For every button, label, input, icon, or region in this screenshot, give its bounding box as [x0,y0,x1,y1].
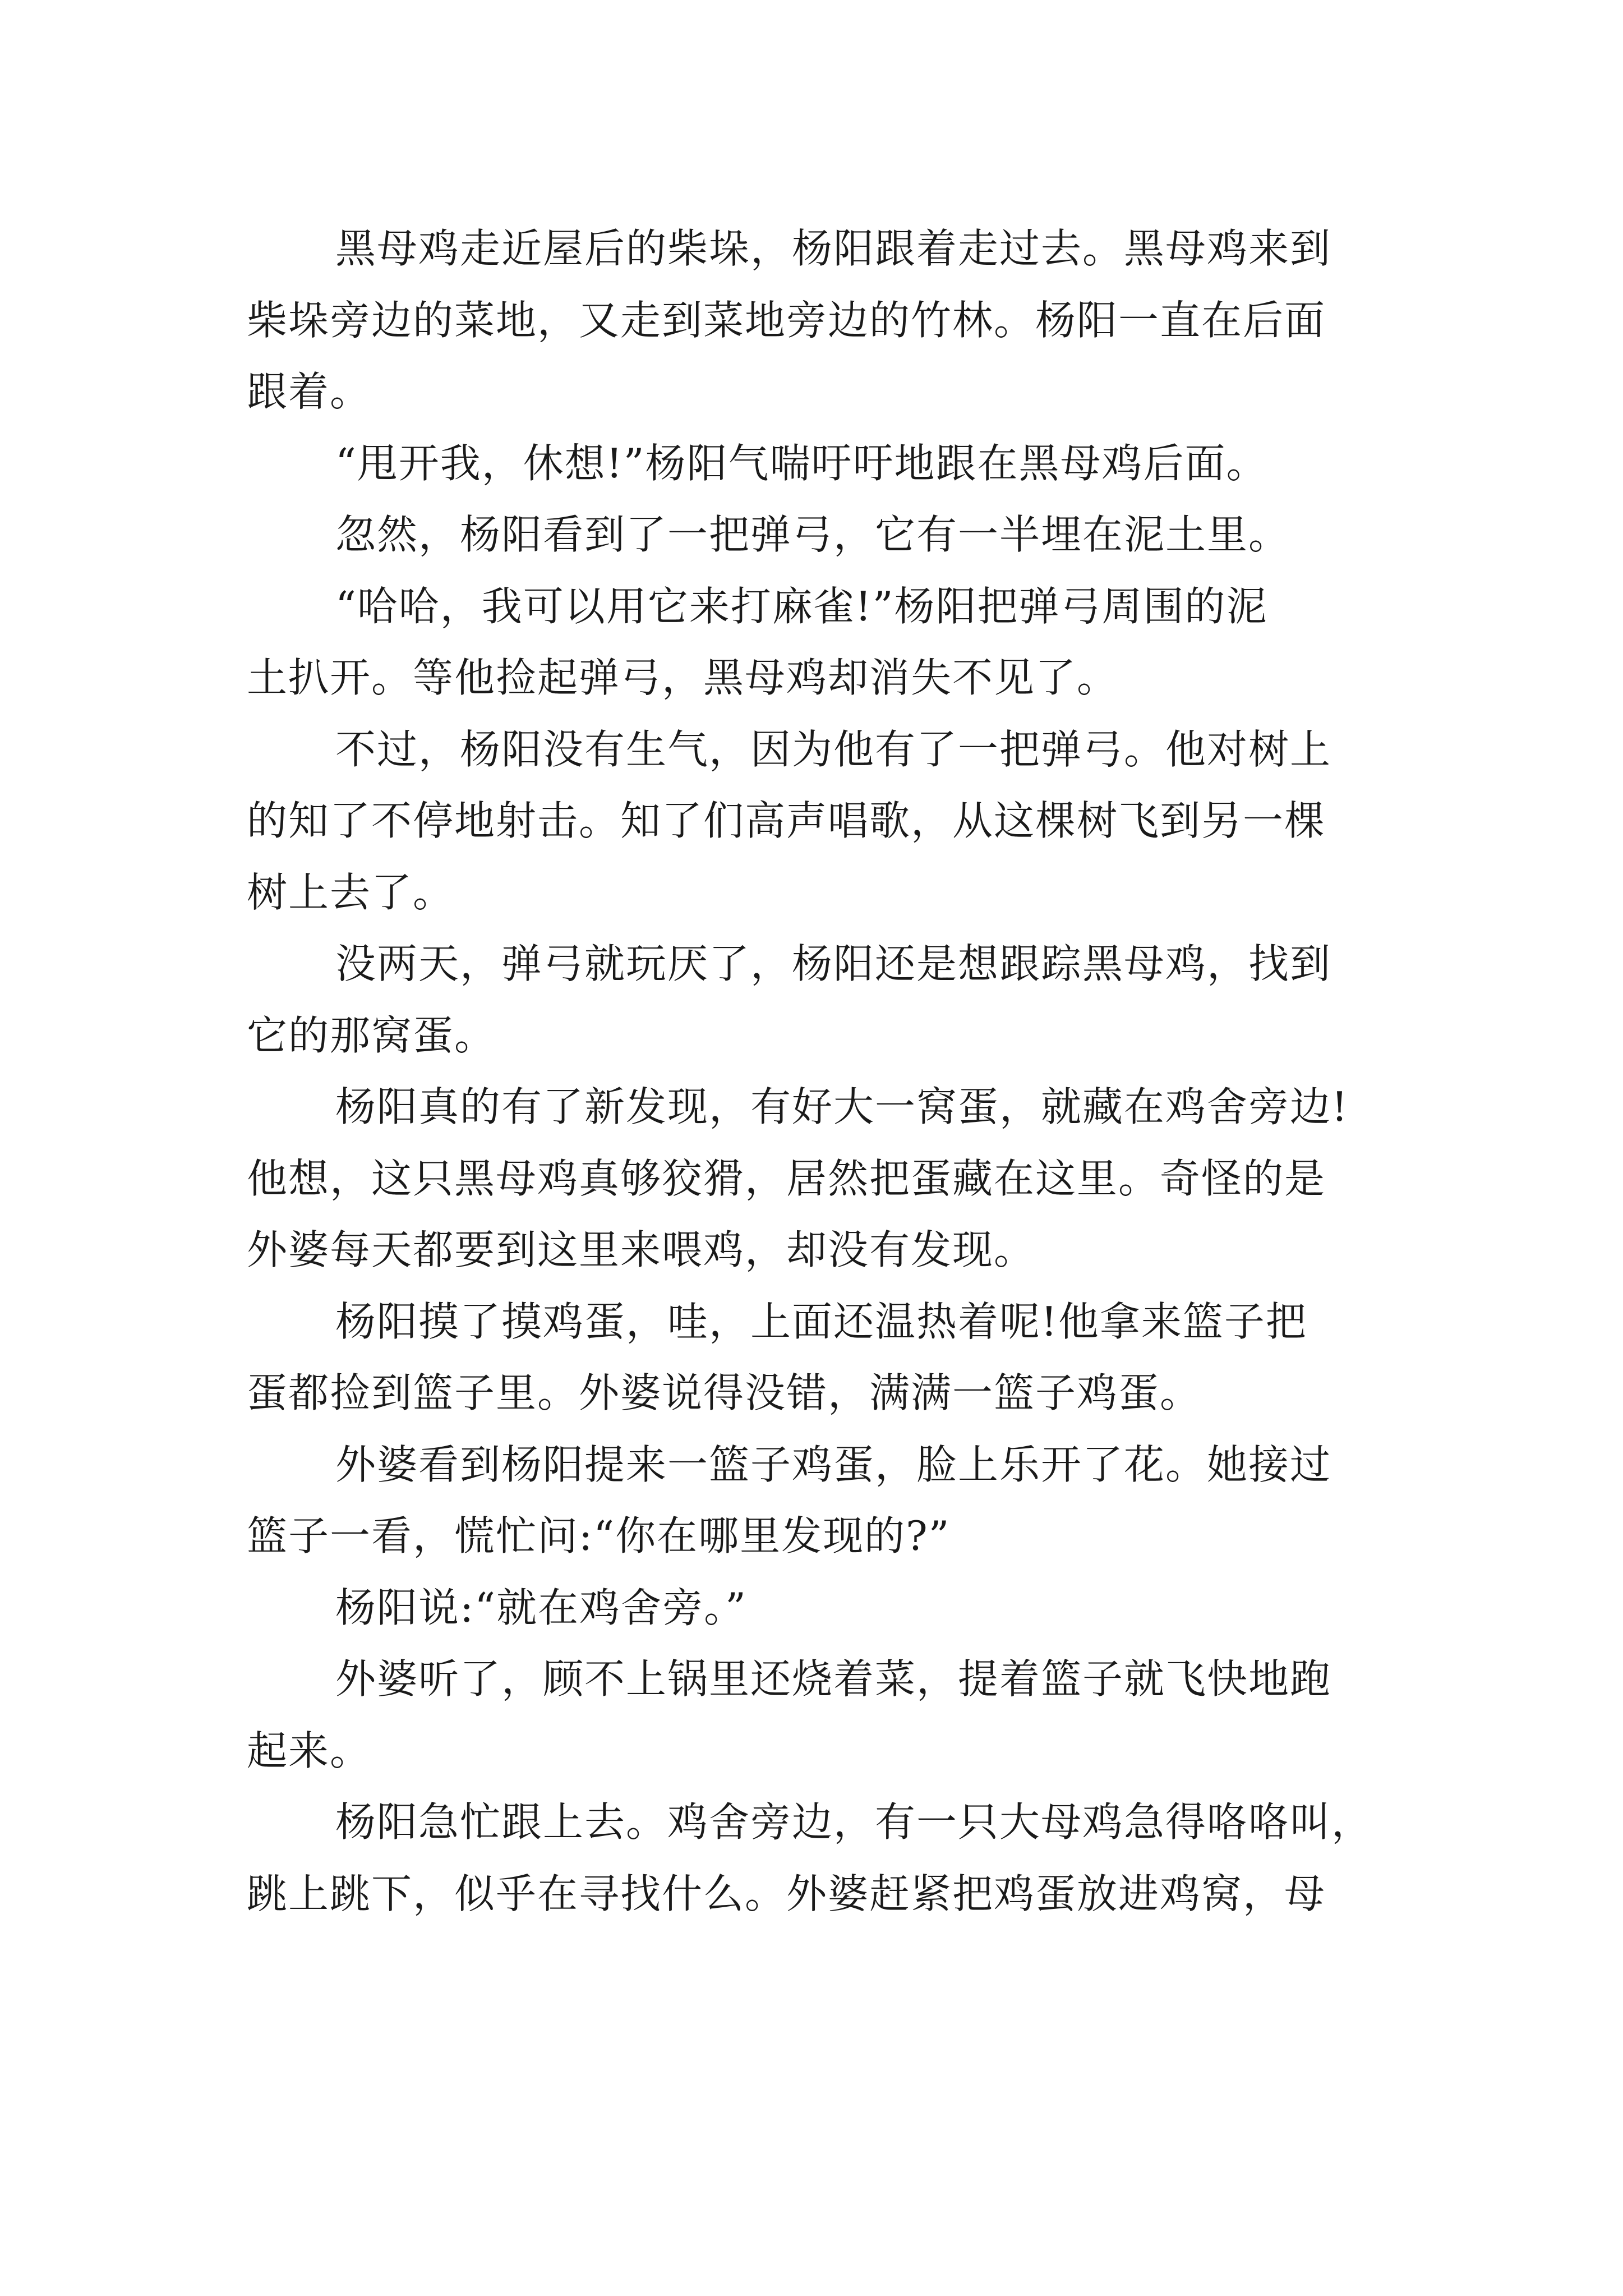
text-line: 外婆听了，顾不上锅里还烧着菜，提着篮子就飞快地跑 [335,1655,1332,1703]
text-line: 树上去了。 [247,868,455,916]
text-line: 外婆每天都要到这里来喂鸡，却没有发现。 [247,1226,1036,1273]
paragraph [247,1787,1391,1930]
story-text [247,213,1391,1930]
text-line: “哈哈，我可以用它来打麻雀!”杨阳把弹弓周围的泥 [335,582,1268,630]
text-line: 杨阳说:“就在鸡舍旁。” [335,1584,747,1631]
text-line: 杨阳摸了摸鸡蛋，哇，上面还温热着呢!他拿来篮子把 [335,1297,1307,1345]
paragraph [247,928,1391,1071]
paragraph [247,1572,1391,1644]
text-line: 杨阳真的有了新发现，有好大一窝蛋，就藏在鸡舍旁边! [335,1083,1349,1130]
paragraph [247,1286,1391,1429]
text-line: 篮子一看，慌忙问:“你在哪里发现的?” [247,1512,951,1559]
text-line: 跟着。 [247,368,372,415]
paragraph [247,1644,1391,1787]
text-line: 忽然，杨阳看到了一把弹弓，它有一半埋在泥土里。 [335,511,1290,558]
text-line: 它的那窝蛋。 [247,1011,496,1059]
paragraph [247,1429,1391,1572]
paragraph [247,499,1391,571]
text-line: 土扒开。等他捡起弹弓，黑母鸡却消失不见了。 [247,654,1119,701]
paragraph [247,1071,1391,1286]
text-line: 他想，这只黑母鸡真够狡猾，居然把蛋藏在这里。奇怪的是 [247,1154,1326,1202]
paragraph [247,571,1391,714]
paragraph [247,213,1391,428]
text-line: 没两天，弹弓就玩厌了，杨阳还是想跟踪黑母鸡，找到 [335,940,1332,987]
paragraph [247,714,1391,929]
text-line: 外婆看到杨阳提来一篮子鸡蛋，脸上乐开了花。她接过 [335,1441,1332,1488]
text-line: 蛋都捡到篮子里。外婆说得没错，满满一篮子鸡蛋。 [247,1369,1202,1416]
text-line: 柴垛旁边的菜地，又走到菜地旁边的竹林。杨阳一直在后面 [247,296,1326,344]
text-line: 跳上跳下，似乎在寻找什么。外婆赶紧把鸡蛋放进鸡窝，母 [247,1870,1326,1917]
text-line: 杨阳急忙跟上去。鸡舍旁边，有一只大母鸡急得咯咯叫， [335,1798,1373,1846]
paragraph [247,428,1391,500]
text-line: “甩开我，休想!”杨阳气喘吁吁地跟在黑母鸡后面。 [335,439,1268,487]
text-line: 不过，杨阳没有生气，因为他有了一把弹弓。他对树上 [335,725,1332,773]
text-line: 的知了不停地射击。知了们高声唱歌，从这棵树飞到另一棵 [247,797,1326,844]
text-line: 黑母鸡走近屋后的柴垛，杨阳跟着走过去。黑母鸡来到 [335,225,1332,272]
text-line: 起来。 [247,1727,372,1774]
